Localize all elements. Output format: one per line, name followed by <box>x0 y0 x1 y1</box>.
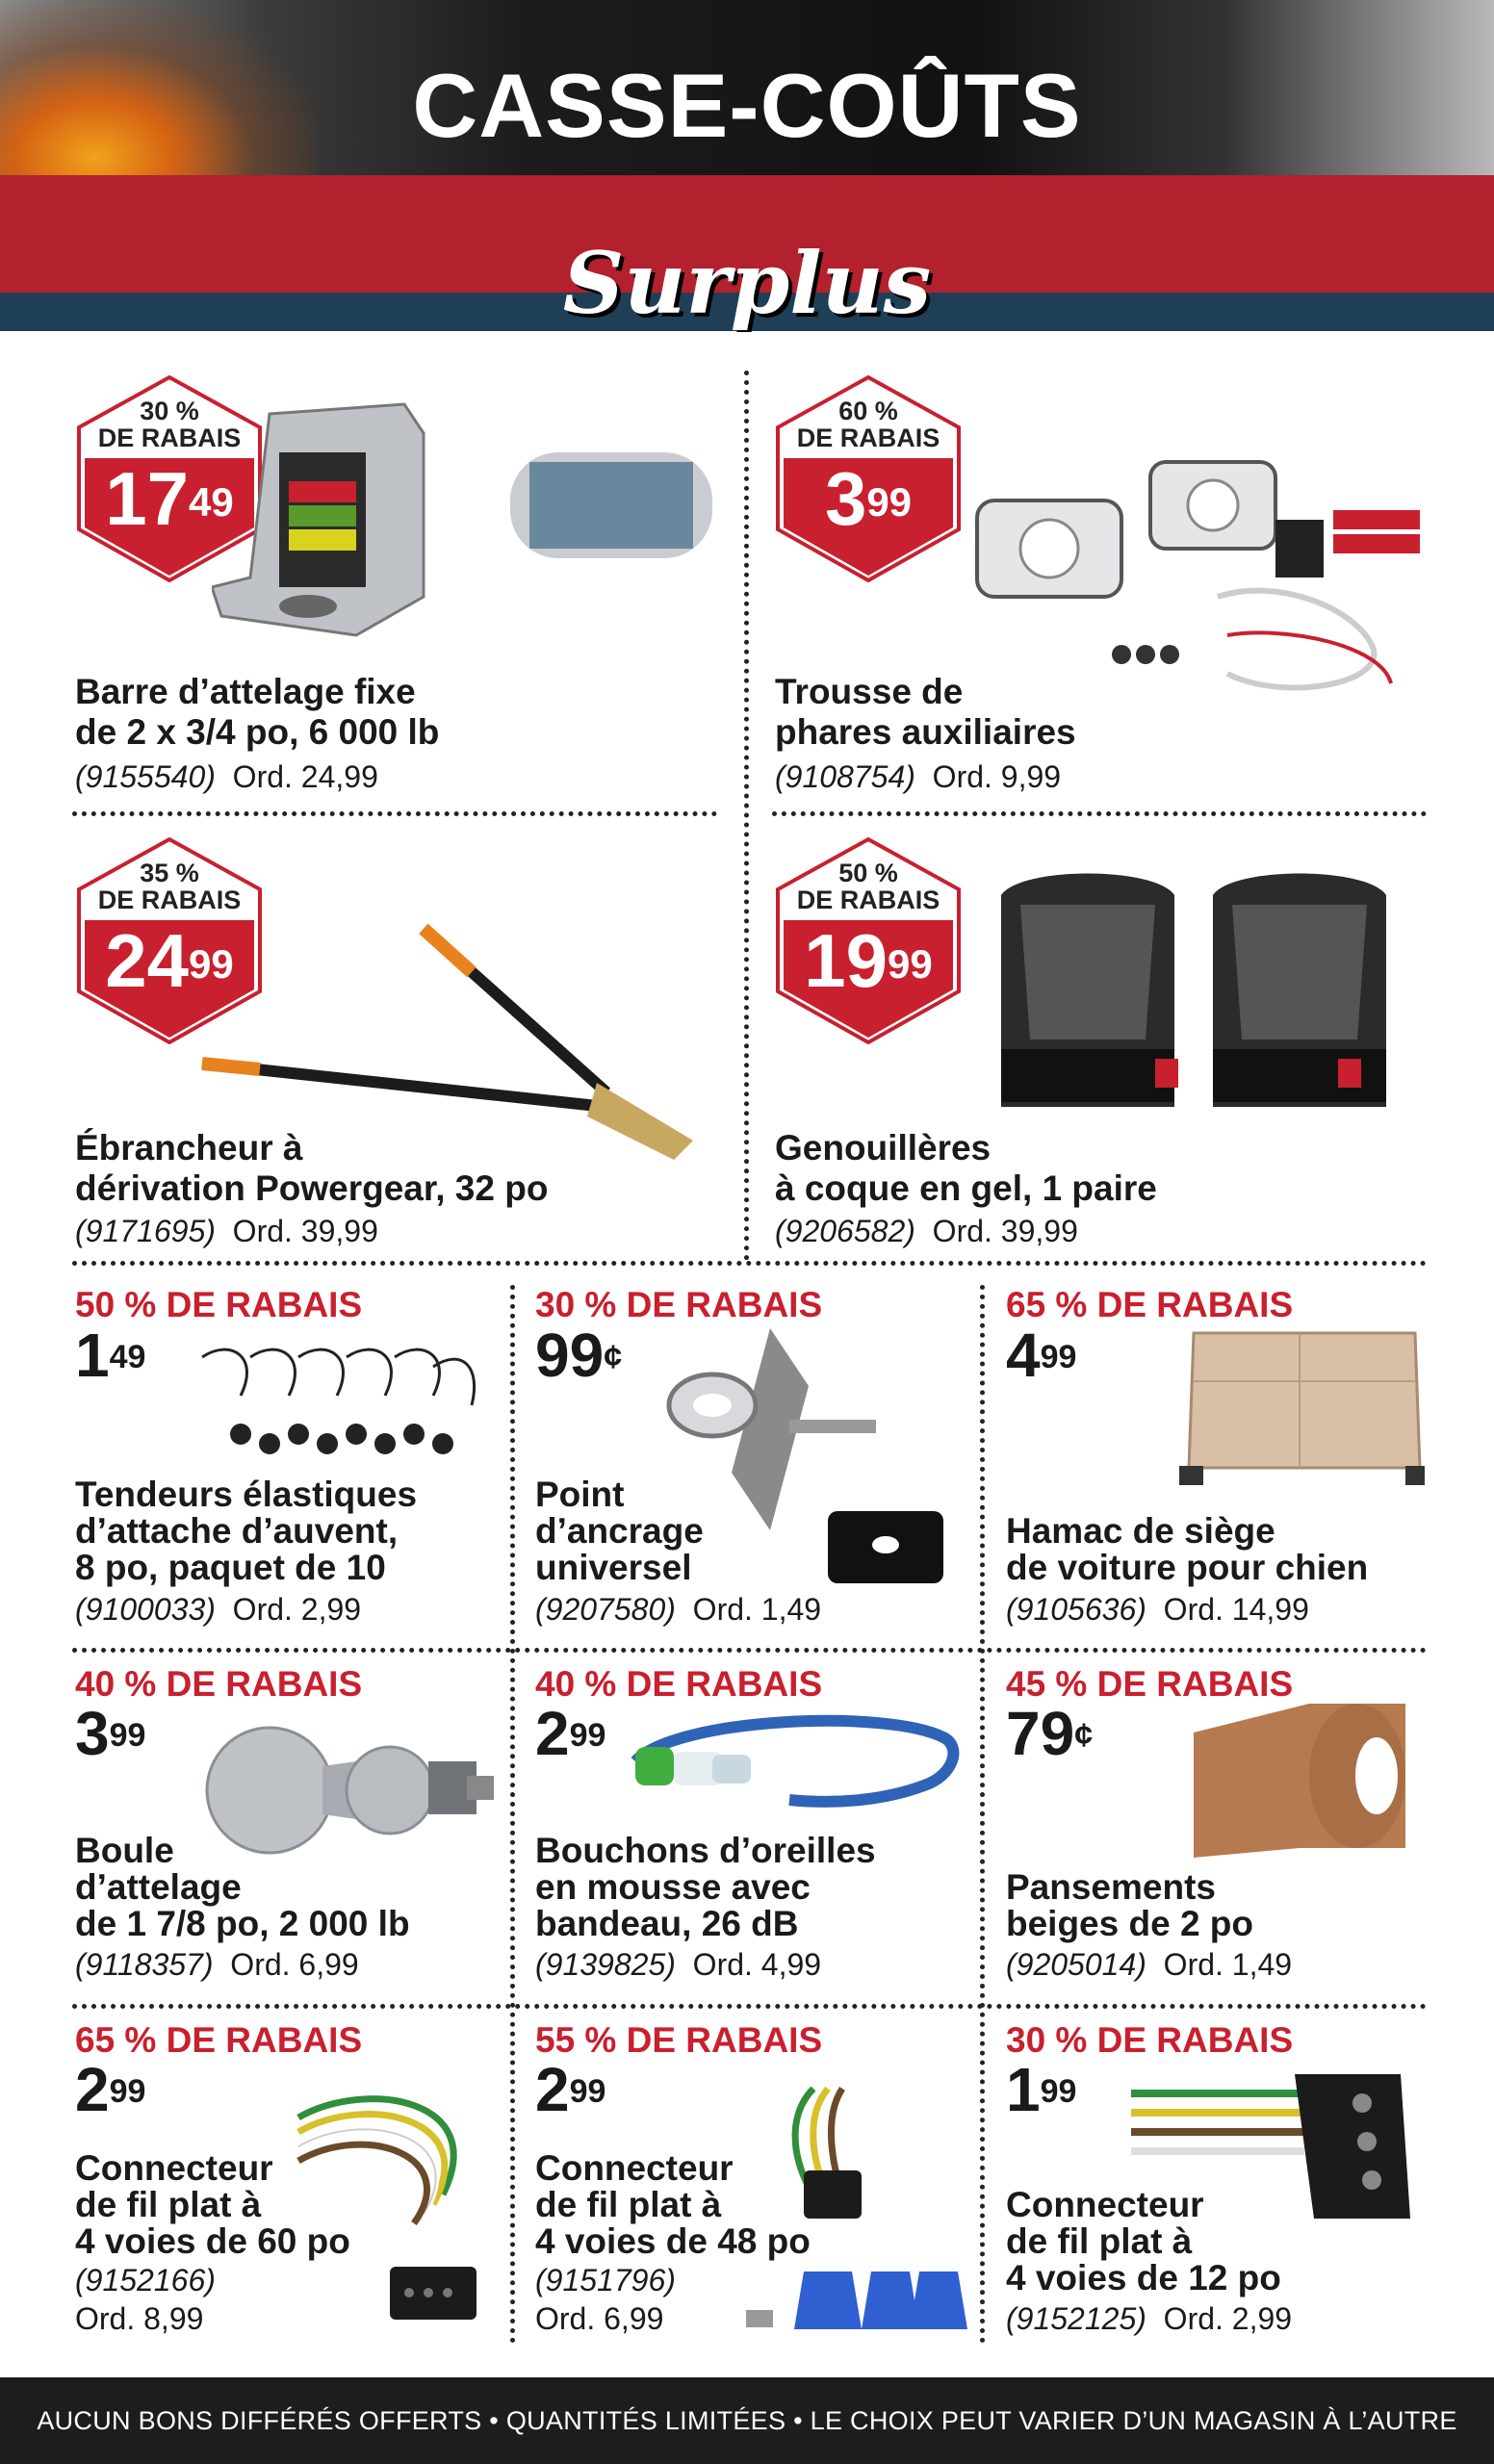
sale-price: $4^{99}$ <box>1006 1321 1077 1390</box>
product-name: de fil plat à <box>75 2185 262 2224</box>
bandage-roll-icon <box>1184 1694 1425 1867</box>
product-meta: (9139825) Ord. 4,99 <box>535 1947 822 1982</box>
sale-price: $2^{99}$ <box>535 1699 606 1768</box>
hitch-bar-icon <box>212 395 722 664</box>
wire-connector-icon <box>736 2079 977 2339</box>
product-meta: (9105636) Ord. 14,99 <box>1006 1592 1309 1627</box>
kneepads-icon <box>982 866 1425 1136</box>
section-title: Surplus <box>562 233 932 332</box>
product-name: Hamac de siège <box>1006 1511 1275 1551</box>
sale-price: $1^{99}$ <box>1006 2055 1077 2124</box>
sale-price: 99¢ <box>535 1321 623 1390</box>
sale-price: $3^{99}$ <box>75 1699 146 1768</box>
divider <box>72 811 717 816</box>
product-name: d’attelage <box>75 1867 242 1907</box>
discount-label: 65 % DE RABAIS <box>1006 1285 1294 1324</box>
product-name: Ébrancheur à <box>75 1128 303 1168</box>
product-meta: (9108754) Ord. 9,99 <box>775 759 1062 794</box>
product-name: de voiture pour chien <box>1006 1548 1369 1587</box>
product-meta: (9207580) Ord. 1,49 <box>535 1592 822 1627</box>
product-name: Pansements <box>1006 1867 1216 1907</box>
product-name: phares auxiliaires <box>775 712 1076 752</box>
page-title: CASSE-COÛTS <box>412 55 1082 156</box>
product-name: de 2 x 3/4 po, 6 000 lb <box>75 712 440 752</box>
product-meta: (9118357) Ord. 6,99 <box>75 1947 359 1982</box>
product-name: 4 voies de 12 po <box>1006 2258 1281 2297</box>
product-name: Barre d’attelage fixe <box>75 672 416 711</box>
wire-connector-icon <box>279 2079 501 2339</box>
discount-badge: 35 % DE RABAIS $24^{99}$ <box>77 837 262 1044</box>
product-name: de fil plat à <box>535 2185 722 2224</box>
product-meta: (9152125) Ord. 2,99 <box>1006 2301 1293 2336</box>
sale-price: 79¢ <box>1006 1699 1094 1768</box>
product-name: Connecteur <box>535 2148 734 2188</box>
sale-price: $2^{99}$ <box>535 2055 606 2124</box>
product-meta: (9100033) Ord. 2,99 <box>75 1592 362 1627</box>
regular-price: Ord. 8,99 <box>75 2301 204 2336</box>
discount-badge: 60 % DE RABAIS $3^{99}$ <box>776 375 961 582</box>
product-name: d’ancrage <box>535 1511 704 1551</box>
product-name: Point <box>535 1475 625 1514</box>
product-name: Boule <box>75 1831 174 1870</box>
sale-price: $3^{99}$ <box>824 456 913 541</box>
product-name: à coque en gel, 1 paire <box>775 1168 1157 1208</box>
dog-hammock-icon <box>1174 1323 1425 1497</box>
divider <box>772 811 1427 816</box>
sale-price: $2^{99}$ <box>75 2055 146 2124</box>
hitch-ball-icon <box>197 1699 496 1862</box>
product-name: d’attache d’auvent, <box>75 1511 399 1551</box>
sale-price: $17^{49}$ <box>105 456 234 541</box>
product-name: de 1 7/8 po, 2 000 lb <box>75 1904 410 1943</box>
divider <box>72 2004 1427 2009</box>
regular-price: Ord. 6,99 <box>535 2301 664 2336</box>
divider <box>744 371 749 1261</box>
product-name: universel <box>535 1548 692 1587</box>
discount-label: 55 % DE RABAIS <box>535 2020 823 2060</box>
product-meta: (9206582) Ord. 39,99 <box>775 1214 1078 1248</box>
product-name: Trousse de <box>775 672 964 711</box>
product-name: Connecteur <box>1006 2185 1204 2224</box>
discount-label: 65 % DE RABAIS <box>75 2020 363 2060</box>
sale-price: $24^{99}$ <box>105 918 234 1003</box>
product-meta: (9155540) Ord. 24,99 <box>75 759 378 794</box>
discount-label: 30 % DE RABAIS <box>1006 2020 1294 2060</box>
sale-price: $1^{49}$ <box>75 1321 146 1390</box>
divider <box>72 1648 1427 1653</box>
product-name: 8 po, paquet de 10 <box>75 1548 386 1587</box>
product-sku: (9151796) <box>535 2263 676 2297</box>
discount-label: 40 % DE RABAIS <box>75 1664 363 1704</box>
product-meta: (9171695) Ord. 39,99 <box>75 1214 378 1248</box>
discount-label: 40 % DE RABAIS <box>535 1664 823 1704</box>
page-header <box>0 0 1494 332</box>
product-name: 4 voies de 48 po <box>535 2221 811 2261</box>
discount-badge: 30 % DE RABAIS $17^{49}$ <box>77 375 262 582</box>
product-name: beiges de 2 po <box>1006 1904 1254 1943</box>
product-sku: (9152166) <box>75 2263 216 2297</box>
discount-label: 30 % DE RABAIS <box>535 1285 823 1324</box>
discount-label: 50 % DE RABAIS <box>75 1285 363 1324</box>
product-meta: (9205014) Ord. 1,49 <box>1006 1947 1293 1982</box>
divider <box>72 1261 1427 1266</box>
product-name: bandeau, 26 dB <box>535 1904 799 1943</box>
auxiliary-lights-icon <box>967 443 1430 732</box>
bungee-ties-icon <box>193 1338 491 1463</box>
footer-disclaimer: AUCUN BONS DIFFÉRÉS OFFERTS • QUANTITÉS LIMITÉES • LE CHOIX PEUT VARIER D’UN MAGASIN À L’AUTRE <box>0 2377 1494 2464</box>
product-name: dérivation Powergear, 32 po <box>75 1168 549 1208</box>
divider <box>980 1285 985 2344</box>
sale-price: $19^{99}$ <box>804 918 933 1003</box>
product-name: Genouillères <box>775 1128 992 1168</box>
product-name: Bouchons d’oreilles <box>535 1831 876 1870</box>
earplugs-icon <box>616 1708 963 1824</box>
divider <box>510 1285 515 2344</box>
discount-badge: 50 % DE RABAIS $19^{99}$ <box>776 837 961 1044</box>
product-name: 4 voies de 60 po <box>75 2221 350 2261</box>
product-name: de fil plat à <box>1006 2221 1193 2261</box>
product-name: en mousse avec <box>535 1867 811 1907</box>
product-name: Tendeurs élastiques <box>75 1475 418 1514</box>
product-name: Connecteur <box>75 2148 273 2188</box>
discount-label: 45 % DE RABAIS <box>1006 1664 1294 1704</box>
